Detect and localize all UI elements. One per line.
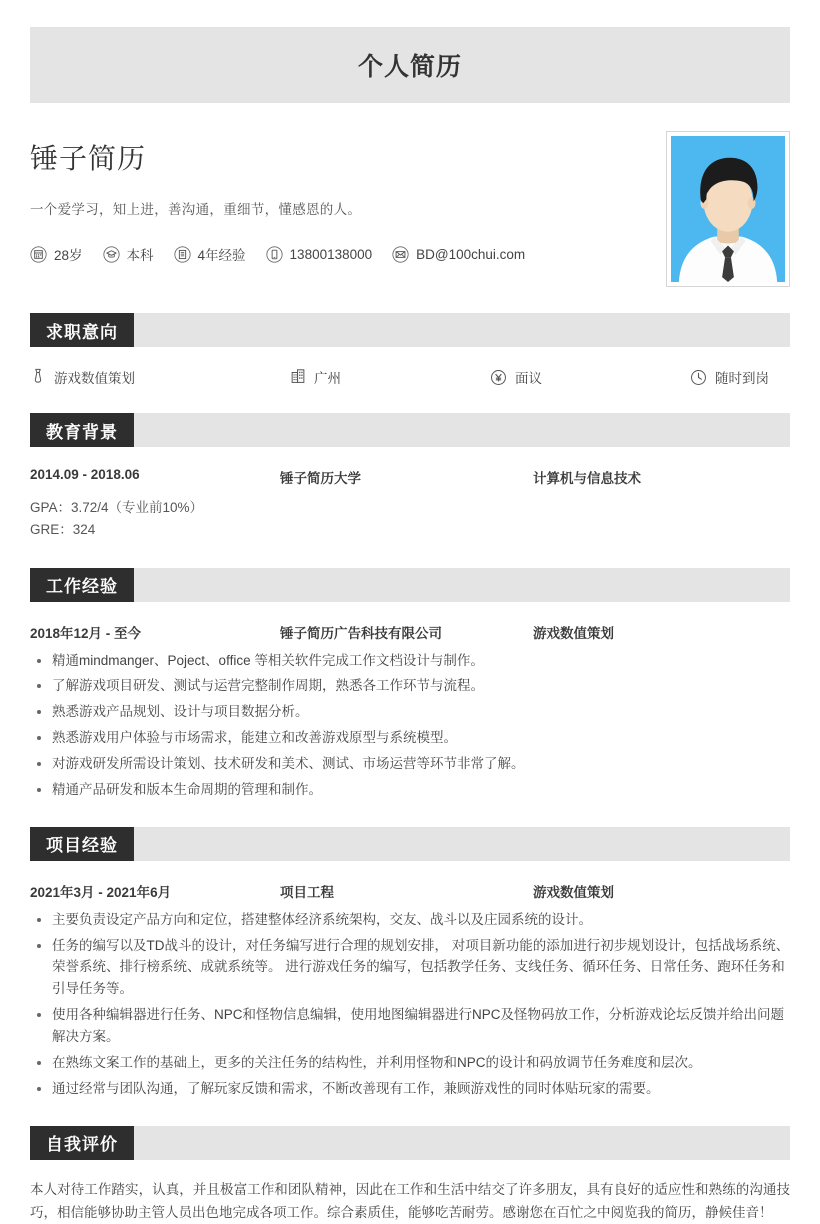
work-company: 锤子简历广告科技有限公司 xyxy=(280,625,442,641)
list-item: 精通产品研发和版本生命周期的管理和制作。 xyxy=(30,779,790,801)
contact-row xyxy=(30,244,666,264)
list-item: 精通mindmanger、Poject、office 等相关软件完成工作文档设计与制作。 xyxy=(30,650,790,672)
graduation-cap-icon xyxy=(103,246,120,263)
calendar-icon xyxy=(30,246,47,263)
list-item: 主要负责设定产品方向和定位，搭建整体经济系统架构，交友、战斗以及庄园系统的设计。 xyxy=(30,909,790,931)
work-entry-header xyxy=(30,622,790,642)
section-label-job-intention: 求职意向 xyxy=(30,313,134,347)
contact-degree-value: 本科 xyxy=(126,248,154,263)
section-label-education: 教育背景 xyxy=(30,413,134,447)
resume-title-band xyxy=(30,27,790,103)
section-header-work-experience xyxy=(30,568,790,602)
work-bullet-list xyxy=(30,650,790,801)
avatar xyxy=(666,131,790,287)
contact-email xyxy=(392,246,525,263)
education-entry-header xyxy=(30,467,790,487)
section-header-education xyxy=(30,413,790,447)
contact-phone xyxy=(266,246,373,263)
candidate-name: 锤子简历 xyxy=(30,143,147,174)
profile-block xyxy=(30,131,790,287)
intent-salary xyxy=(490,367,690,387)
list-item: 对游戏研发所需设计策划、技术研发和美术、测试、市场运营等环节非常了解。 xyxy=(30,753,790,775)
education-school: 锤子简历大学 xyxy=(280,471,361,486)
section-header-job-intention xyxy=(30,313,790,347)
contact-experience-value: 4年经验 xyxy=(197,248,246,263)
intent-salary-value: 面议 xyxy=(515,371,542,386)
section-project-experience xyxy=(30,827,790,1100)
phone-icon xyxy=(266,246,283,263)
job-intention-row xyxy=(30,367,790,387)
profile-details xyxy=(30,131,666,264)
avatar-illustration xyxy=(671,136,785,282)
education-gre: GRE：324 xyxy=(30,522,96,538)
section-label-work-experience: 工作经验 xyxy=(30,568,134,602)
education-details xyxy=(30,497,790,542)
project-name: 项目工程 xyxy=(280,884,334,900)
intent-position xyxy=(30,367,290,387)
contact-degree xyxy=(103,244,154,264)
contact-experience xyxy=(174,244,246,264)
intent-city-value: 广州 xyxy=(314,371,341,386)
education-major: 计算机与信息技术 xyxy=(533,471,641,486)
list-item: 通过经常与团队沟通，了解玩家反馈和需求，不断改善现有工作，兼顾游戏性的同时体贴玩家的需要。 xyxy=(30,1078,790,1100)
work-period: 2018年12月 - 至今 xyxy=(30,625,142,641)
project-bullet-list xyxy=(30,909,790,1100)
list-item: 了解游戏项目研发、测试与运营完整制作周期，熟悉各工作环节与流程。 xyxy=(30,675,790,697)
yen-icon xyxy=(490,369,507,386)
building-icon xyxy=(290,368,306,386)
section-label-project-experience: 项目经验 xyxy=(30,827,134,861)
project-period: 2021年3月 - 2021年6月 xyxy=(30,884,172,900)
project-role: 游戏数值策划 xyxy=(533,884,614,900)
education-gpa: GPA：3.72/4（专业前10%） xyxy=(30,500,204,515)
self-evaluation-text: 本人对待工作踏实，认真，并且极富工作和团队精神，因此在工作和生活中结交了许多朋友，具有良好的适应性和熟练的沟通技巧，相信能够协助主管人员出色地完成各项工作。综合素质佳，能够吃苦耐劳。感谢您在百忙之中阅览我的简历，静候佳音！ xyxy=(30,1181,790,1220)
list-item: 任务的编写以及TD战斗的设计，对任务编写进行合理的规划安排， 对项目新功能的添加进行初步规划设计，包括战场系统、荣誉系统、排行榜系统、成就系统等。 进行游戏任务的编写，包括教学任务、支线任务、循环任务、日常任务、跑环任务和引导任务等。 xyxy=(30,935,790,1001)
list-item: 熟悉游戏用户体验与市场需求，能建立和改善游戏原型与系统模型。 xyxy=(30,727,790,749)
tie-icon xyxy=(30,368,46,386)
intent-position-value: 游戏数值策划 xyxy=(54,371,135,386)
work-position: 游戏数值策划 xyxy=(533,625,614,641)
section-header-self-evaluation xyxy=(30,1126,790,1160)
envelope-icon xyxy=(392,246,409,263)
list-item: 在熟练文案工作的基础上，更多的关注任务的结构性，并利用怪物和NPC的设计和码放调节任务难度和层次。 xyxy=(30,1052,790,1074)
section-self-evaluation xyxy=(30,1126,790,1224)
section-label-self-evaluation: 自我评价 xyxy=(30,1126,134,1160)
contact-age-value: 28岁 xyxy=(54,248,83,263)
list-item: 熟悉游戏产品规划、设计与项目数据分析。 xyxy=(30,701,790,723)
resume-page xyxy=(0,27,820,1220)
page-title: 个人简历 xyxy=(357,53,462,81)
candidate-tagline: 一个爱学习，知上进，善沟通，重细节，懂感恩的人。 xyxy=(30,202,362,217)
section-education xyxy=(30,413,790,542)
section-work-experience xyxy=(30,568,790,801)
intent-availability xyxy=(690,367,769,387)
section-job-intention xyxy=(30,313,790,387)
list-item: 使用各种编辑器进行任务、NPC和怪物信息编辑，使用地图编辑器进行NPC及怪物码放工作，分析游戏论坛反馈并给出问题解决方案。 xyxy=(30,1004,790,1048)
education-period: 2014.09 - 2018.06 xyxy=(30,467,140,482)
section-header-project-experience xyxy=(30,827,790,861)
contact-phone-value: 13800138000 xyxy=(289,246,373,262)
clock-icon xyxy=(690,369,707,386)
contact-age xyxy=(30,244,83,264)
intent-availability-value: 随时到岗 xyxy=(715,371,769,386)
document-icon xyxy=(174,246,191,263)
contact-email-value: BD@100chui.com xyxy=(416,246,526,262)
project-entry-header xyxy=(30,881,790,901)
intent-city xyxy=(290,367,490,387)
